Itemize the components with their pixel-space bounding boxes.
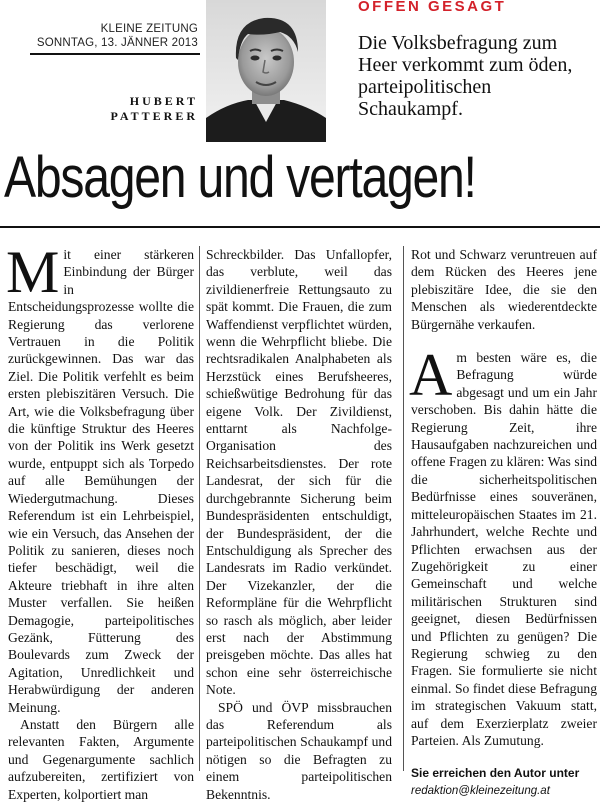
portrait-icon <box>206 0 326 142</box>
paragraph: SPÖ und ÖVP missbrauchen das Referendum als parteipolitischen Schaukampf und nötigen so die Befragten zu einem parteipolitischen Bekenntnis. <box>206 699 392 802</box>
paragraph-text: it einer stärkeren Einbindung der Bürger in Entscheidungsprozesse wollte die Regierung das verlorene Vertrauen in die Politik zurückgewinnen. Das war das Ziel. Die Politik verfehlt es beim ersten plebiszitären Versuch. Die Art, wie die Volksbefragung über die künftige Struktur des Heeres von der Politik ins Werk gesetzt wurde, entpuppt sich als Torpedo auf alle Bemühungen der Wiedergutmachung. Dieses Referendum ist ein Lehrbeispiel, wie ein Versuch, das Ansehen der Politik zu sanieren, dieses noch tiefer beschädigt, weil die Akteure triebhaft in ihre alten Muster verfallen. Sie heißen Demagogie, parteipolitisches Gezänk, Fütterung des Boulevards zum Zweck der Agitation, Unredlichkeit und Herabwürdigung der anderen Meinung. <box>8 247 194 715</box>
paragraph: Anstatt den Bürgern alle relevanten Fakten, Argumente und Gegenargumente sachlich aufzubereiten, zertifiziert von Experten, kolportiert man <box>8 716 194 802</box>
paragraph <box>409 342 597 749</box>
drop-cap: M <box>6 239 60 305</box>
paragraph: Rot und Schwarz veruntreuen auf dem Rücken des Heeres jene plebiszitäre Idee, die sie den Menschen als wiederentdeckte Bürgernähe verkaufen. <box>411 247 597 332</box>
drop-cap: A <box>409 342 453 409</box>
article-header <box>0 0 600 148</box>
article-column-1 <box>6 239 194 803</box>
author-contact-label: Sie erreichen den Autor unter <box>411 766 580 781</box>
article-headline: Absagen und vertagen! <box>4 145 476 210</box>
author-first-name: HUBERT <box>129 94 198 108</box>
header-divider <box>30 53 200 55</box>
publication-date: SONNTAG, 13. JÄNNER 2013 <box>36 37 198 49</box>
headline-divider <box>0 226 600 228</box>
paragraph: Schreckbilder. Das Unfallopfer, das verblute, weil das zivildienerfreie Rettungsauto zu spät kommt. Die Frauen, die zum Waffendienst verpflichtet würden, wenn die Wehrpflicht bliebe. Die rechtsradikalen Analphabeten als Herzstück eines Berufsheeres, schießwütige Bedrohung für das eigene Volk. Der Zivildienst, enttarnt als Nachfolge-Organisation des Reichsarbeitsdienstes. Der rote Landesrat, der sich für die durchgebrannte Sicherung beim Bundespräsidenten entschuldigt, der Bundespräsident, der die Entschuldigung als Sprecher des Landesrats im Radio verkündet. Der Vizekanzler, der die Reformpläne für die Wehrpflicht so rasch als möglich, aber leider erst nach der Abstimmung preisgeben möchte. Das alles hat schon eine sehr österreichische Note. <box>206 247 392 698</box>
article-column-2 <box>206 246 392 803</box>
author-name <box>60 94 198 124</box>
publication-info <box>30 22 198 50</box>
article-teaser: Die Volksbefragung zum Heer verkommt zum öden, parteipolitischen Schaukampf. <box>358 32 573 120</box>
author-contact-email[interactable]: redaktion@kleinezeitung.at <box>411 784 550 797</box>
column-kicker: OFFEN GESAGT <box>358 0 507 15</box>
paragraph-text: m besten wäre es, die Befragung würde abgesagt und um ein Jahr verschoben. Bis dahin hätte die Regierung Zeit, ihre Hausaufgaben nachzureichen und offene Fragen zu klären: Was sind die sicherheitspolitischen Bedürfnisse eines souveränen, mitteleuropäischen Staates im 21. Jahrhundert, welche Rechte und Pflichten erwachsen aus der Zugehörigkeit zu einer Gemeinschaft und welche militärischen Strukturen sind geeignet, diesen Bedürfnissen und Pflichten zu genügen? Die Regierung schwieg zu den Fragen. Sie formulierte sie nicht einmal. So findet diese Befragung im strategischen Vakuum statt, auf dem Exerzierplatz zweier Parteien. Als Zumutung. <box>411 350 597 748</box>
article-column-3 <box>411 246 597 800</box>
column-divider <box>199 246 200 771</box>
publication-name: KLEINE ZEITUNG <box>100 23 198 35</box>
author-portrait-photo <box>206 0 326 142</box>
author-last-name: PATTERER <box>110 109 198 123</box>
column-divider <box>403 246 404 771</box>
paragraph <box>6 239 194 716</box>
